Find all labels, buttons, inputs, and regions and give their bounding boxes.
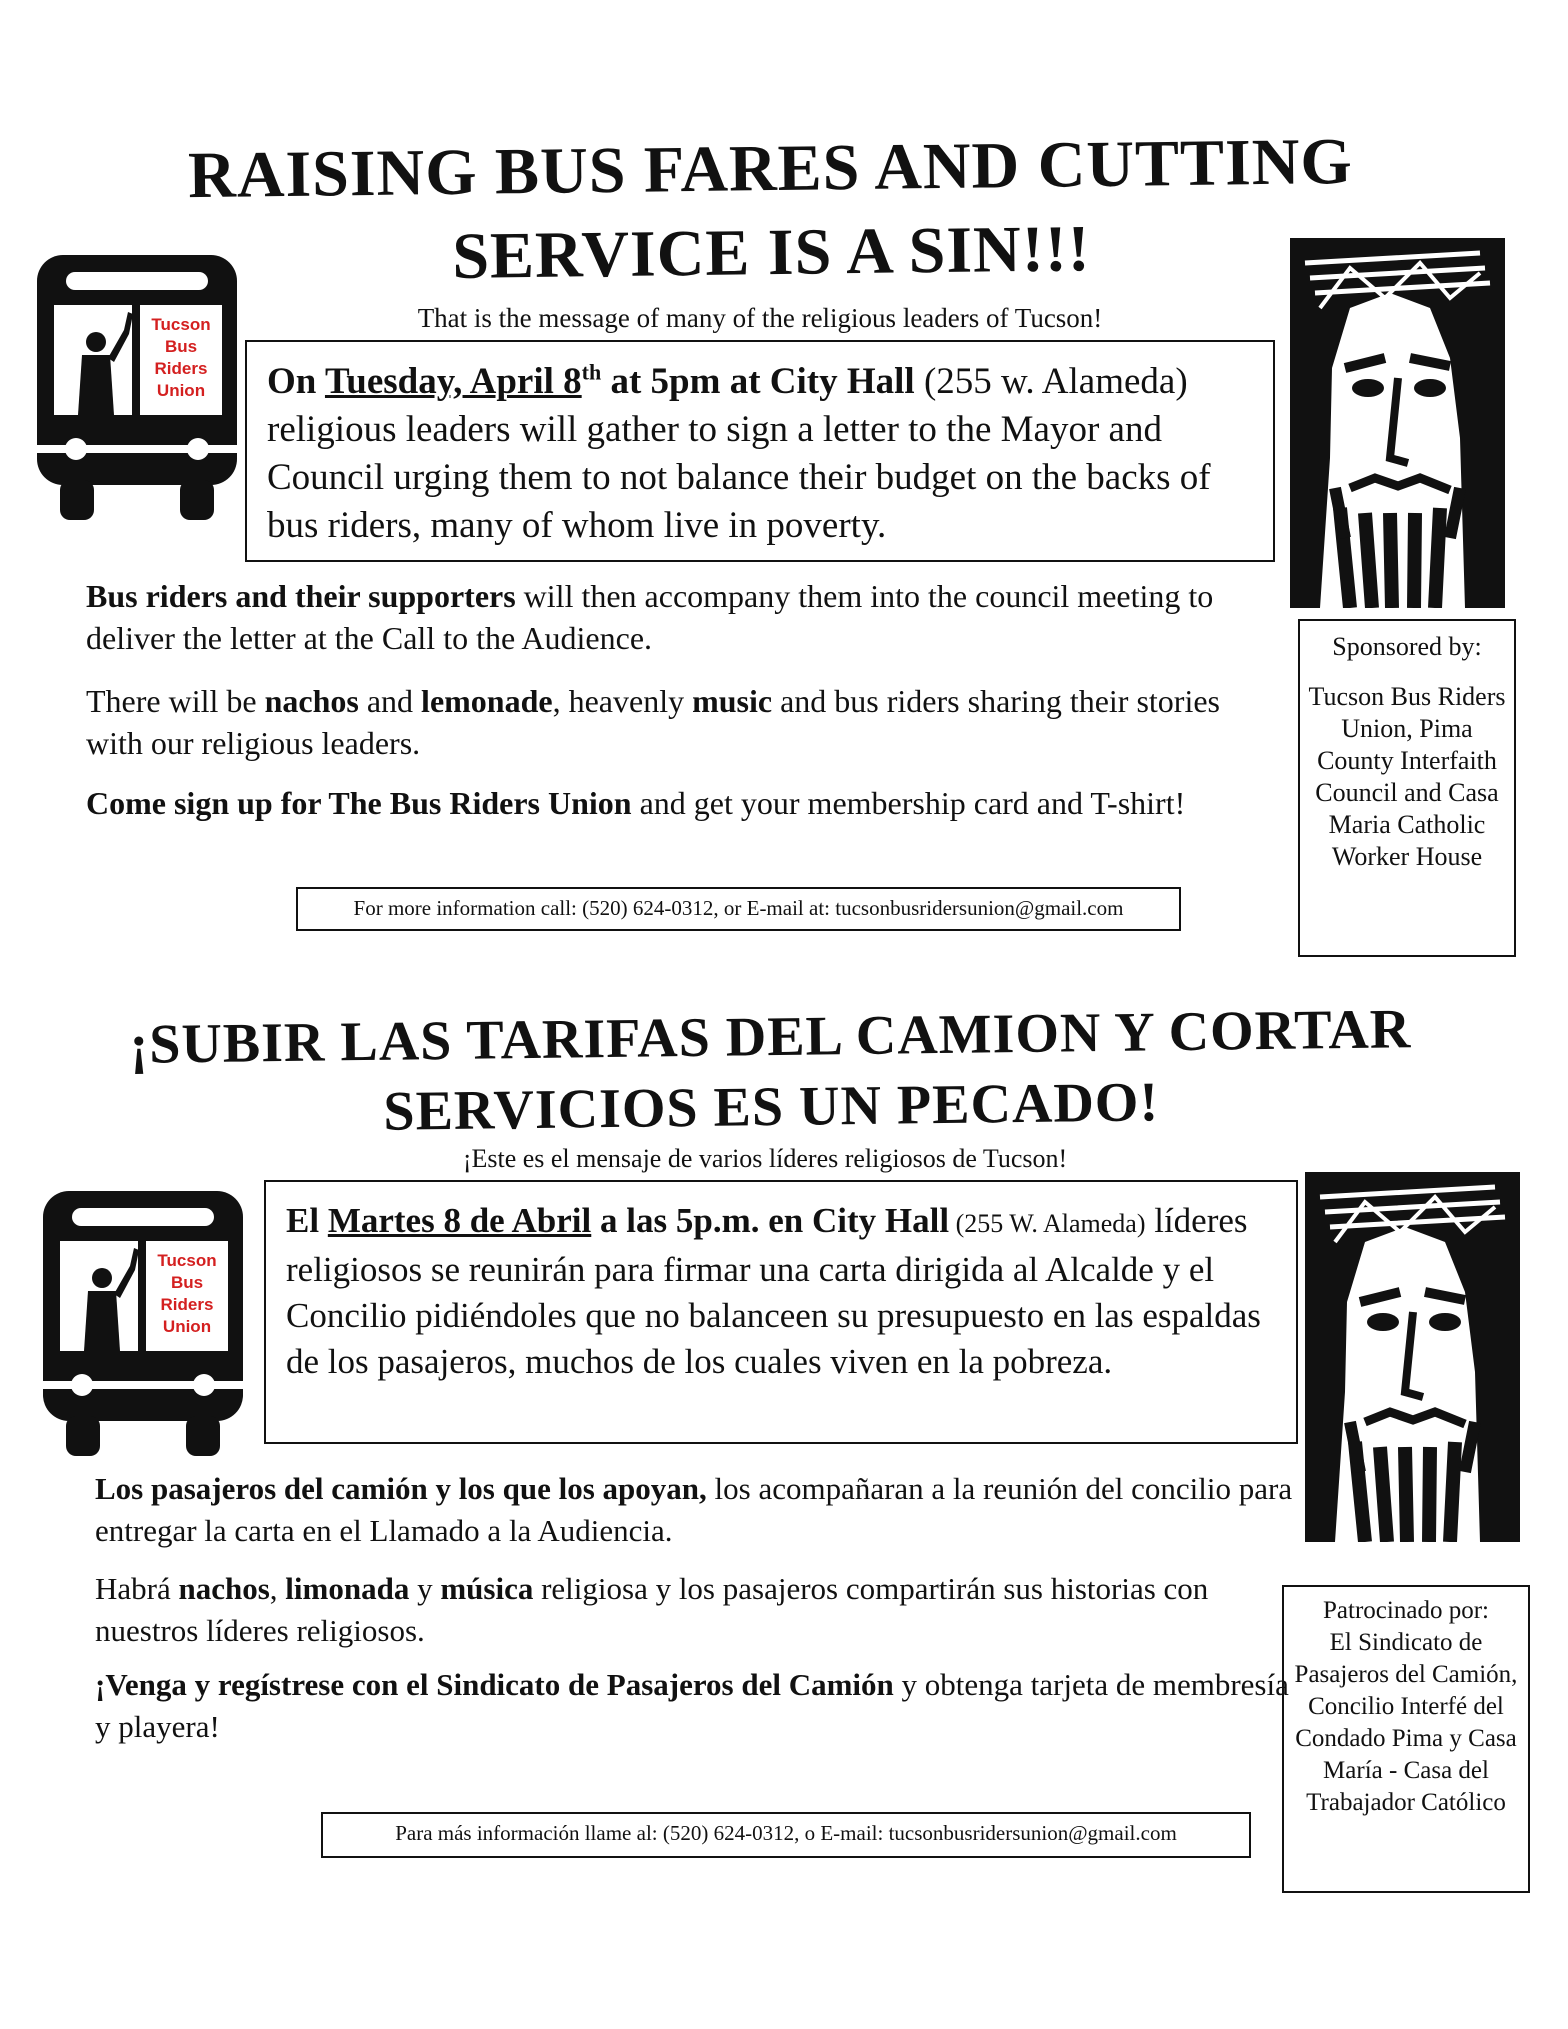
supporters-text: will then accompany them into the council meeting to deliver the letter at the Call to the Audience. (86, 578, 1214, 656)
event-description: (255 w. Alameda) religious leaders will gather to sign a letter to the Mayor and Council urging them to not balance their budget on the backs of bus riders, many of whom live in poverty. (267, 361, 1211, 546)
event-box-spanish (264, 1180, 1298, 1444)
supporters-text-es: los acompañaran a la reunión del concilio para entregar la carta en el Llamado a la Audiencia. (95, 1471, 1293, 1548)
supporters-bold-es: Los pasajeros del camión y los que los apoyan, (95, 1471, 707, 1506)
sponsor-heading: Sponsored by: (1332, 632, 1482, 661)
sponsor-heading-es: Patrocinado por: (1323, 1597, 1489, 1624)
subtitle-english: That is the message of many of the religious leaders of Tucson! (417, 303, 1103, 333)
food-bold-lemonade: lemonade (421, 683, 553, 719)
event-time-place: at 5pm at City Hall (601, 361, 915, 402)
event-date-es: Martes 8 de Abril (327, 1201, 592, 1240)
page-title-spanish (120, 994, 1422, 1150)
event-date: Tuesday, April 8 (324, 361, 582, 402)
paragraph-supporters-spanish (95, 1468, 1295, 1552)
logo-line-1: Tucson (151, 315, 211, 334)
logo-line-3: Riders (154, 359, 208, 378)
event-box-english (245, 340, 1275, 562)
logo-line-4: Union (156, 381, 206, 400)
food-text-1-es: Habrá (95, 1571, 179, 1606)
signup-text: and get your membership card and T-shirt! (631, 785, 1186, 821)
sponsor-list: Tucson Bus Riders Union, Pima County Interfaith Council and Casa Maria Catholic Worker House (1308, 682, 1506, 871)
bus-logo-icon (32, 250, 242, 530)
title-line-1-es: ¡SUBIR LAS TARIFAS DEL CAMION Y CORTAR (129, 998, 1412, 1076)
logo-line-3: Riders (160, 1295, 214, 1314)
food-text-3: , heavenly (552, 683, 693, 719)
logo-line-2: Bus (164, 337, 198, 356)
signup-bold: Come sign up for The Bus Riders Union (86, 785, 632, 821)
food-bold-musica-es: música (440, 1571, 534, 1606)
logo-line-4: Union (162, 1317, 212, 1336)
sponsor-list-es: El Sindicato de Pasajeros del Camión, Concilio Interfé del Condado Pima y Casa María - Casa del Trabajador Católico (1294, 1629, 1518, 1816)
page-title-english (120, 119, 1422, 303)
title-line-2: SERVICE IS A SIN!!! (451, 212, 1092, 293)
food-text-3-es: y (409, 1571, 441, 1606)
contact-info-english: For more information call: (520) 624-0312, or E-mail at: tucsonbusridersunion@gmail.com (296, 887, 1181, 931)
signup-text-es: y obtenga tarjeta de membresía y playera! (95, 1667, 1289, 1744)
food-bold-music: music (692, 683, 773, 719)
food-bold-nachos-es: nachos (178, 1571, 270, 1606)
signup-bold-es: ¡Venga y regístrese con el Sindicato de Pasajeros del Camión (95, 1667, 894, 1702)
supporters-bold: Bus riders and their supporters (86, 578, 516, 614)
paragraph-signup-spanish (95, 1664, 1295, 1748)
title-line-1: RAISING BUS FARES AND CUTTING (187, 124, 1354, 213)
food-bold-limonada-es: limonada (285, 1571, 410, 1606)
contact-info-spanish: Para más información llame al: (520) 624-0312, o E-mail: tucsonbusridersunion@gmail.com (321, 1812, 1251, 1858)
event-address-es: (255 W. Alameda) (949, 1209, 1146, 1238)
jesus-woodcut-icon (1305, 1172, 1520, 1542)
food-text-4-es: religiosa y los pasajeros compartirán sus historias con nuestros líderes religiosos. (95, 1571, 1209, 1648)
food-bold-nachos: nachos (264, 683, 359, 719)
jesus-woodcut-icon (1290, 238, 1505, 608)
food-text-2: and (358, 683, 422, 719)
food-text-2-es: , (269, 1571, 286, 1606)
event-description-es: líderes religiosos se reunirán para firmar una carta dirigida al Alcalde y el Concilio pidiéndoles que no balanceen su presupuesto en las espaldas de los pasajeros, muchos de los cuales viven en la pobreza. (286, 1201, 1261, 1381)
event-on: On (267, 361, 325, 402)
event-date-suffix: th (581, 359, 602, 385)
title-line-2-es: SERVICIOS ES UN PECADO! (383, 1071, 1160, 1143)
event-time-place-es: a las 5p.m. en City Hall (591, 1201, 950, 1240)
subtitle-spanish: ¡Este es el mensaje de varios líderes religiosos de Tucson! (462, 1144, 1068, 1173)
paragraph-supporters-english (86, 575, 1266, 659)
food-text-1: There will be (86, 683, 265, 719)
logo-line-2: Bus (170, 1273, 204, 1292)
paragraph-food-english (86, 680, 1266, 764)
sponsor-box-spanish (1282, 1585, 1530, 1893)
paragraph-signup-english (86, 782, 1266, 824)
event-el: El (286, 1201, 328, 1240)
food-text-4: and bus riders sharing their stories with our religious leaders. (86, 683, 1220, 761)
logo-line-1: Tucson (157, 1251, 217, 1270)
bus-logo-icon (38, 1186, 248, 1466)
sponsor-box-english (1298, 619, 1516, 957)
paragraph-food-spanish (95, 1568, 1295, 1652)
